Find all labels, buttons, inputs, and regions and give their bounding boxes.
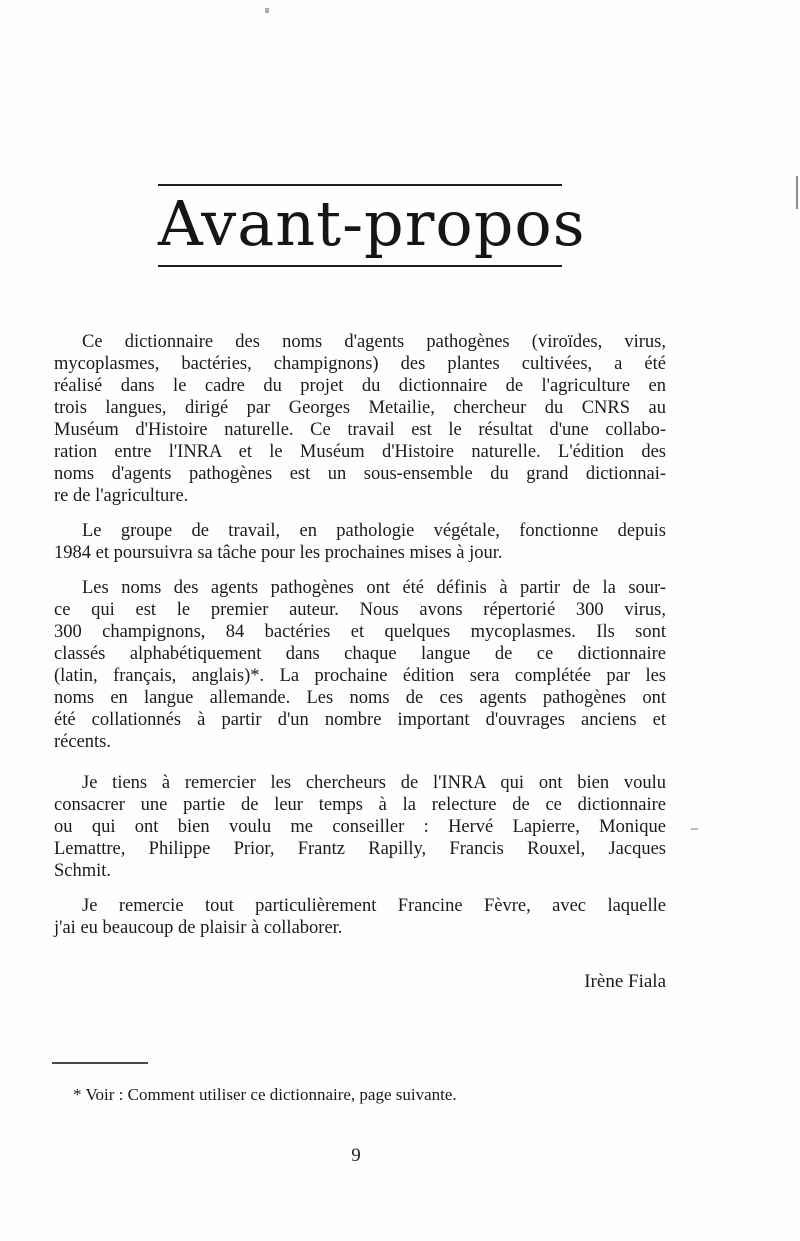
- scan-dash-artifact: [691, 828, 698, 830]
- body-text: [54, 331, 666, 952]
- paragraph-3: [54, 577, 666, 753]
- footnote-text: * Voir : Comment utiliser ce dictionnaire, page suivante.: [73, 1085, 457, 1104]
- text-line: ce qui est le premier auteur. Nous avons répertorié 300 virus,: [54, 600, 666, 620]
- text-line: noms d'agents pathogènes est un sous-ensemble du grand dictionnai-: [54, 464, 666, 484]
- paragraph-2: [54, 520, 666, 564]
- text-line: j'ai eu beaucoup de plaisir à collaborer.: [54, 918, 343, 938]
- text-line: classés alphabétiquement dans chaque langue de ce dictionnaire: [54, 644, 666, 664]
- text-line: Lemattre, Philippe Prior, Frantz Rapilly, Francis Rouxel, Jacques: [54, 839, 666, 859]
- text-line: Muséum d'Histoire naturelle. Ce travail est le résultat d'une collabo-: [54, 420, 666, 440]
- paragraph-4: [54, 772, 666, 882]
- page-title: Avant-propos: [158, 187, 586, 260]
- text-line: mycoplasmes, bactéries, champignons) des plantes cultivées, a été: [54, 354, 666, 374]
- text-line: 1984 et poursuivra sa tâche pour les prochaines mises à jour.: [54, 543, 503, 563]
- text-line: réalisé dans le cadre du projet du dictionnaire de l'agriculture en: [54, 376, 666, 396]
- text-line: Ce dictionnaire des noms d'agents pathogènes (viroïdes, virus,: [82, 332, 666, 352]
- title-block: [158, 184, 586, 267]
- text-line: 300 champignons, 84 bactéries et quelques mycoplasmes. Ils sont: [54, 622, 666, 642]
- text-line: Le groupe de travail, en pathologie végétale, fonctionne depuis: [82, 521, 666, 541]
- text-line: re de l'agriculture.: [54, 486, 189, 506]
- text-line: ou qui ont bien voulu me conseiller : Hervé Lapierre, Monique: [54, 817, 666, 837]
- title-rule-bottom: [158, 265, 562, 267]
- footnote-rule: [52, 1062, 148, 1064]
- text-line: noms en langue allemande. Les noms de ces agents pathogènes ont: [54, 688, 666, 708]
- text-line: récents.: [54, 732, 112, 752]
- text-line: été collationnés à partir d'un nombre important d'ouvrages anciens et: [54, 710, 666, 730]
- scan-speck-artifact: [265, 8, 269, 13]
- paragraph-1: [54, 331, 666, 507]
- text-line: trois langues, dirigé par Georges Metailie, chercheur du CNRS au: [54, 398, 666, 418]
- scan-edge-line-artifact: [796, 176, 798, 209]
- text-line: Les noms des agents pathogènes ont été définis à partir de la sour-: [82, 578, 666, 598]
- text-line: Schmit.: [54, 861, 112, 881]
- text-line: Je tiens à remercier les chercheurs de l'INRA qui ont bien voulu: [82, 773, 666, 793]
- text-line: consacrer une partie de leur temps à la relecture de ce dictionnaire: [54, 795, 666, 815]
- text-line: Je remercie tout particulièrement Francine Fèvre, avec laquelle: [82, 896, 666, 916]
- text-line: ration entre l'INRA et le Muséum d'Histoire naturelle. L'édition des: [54, 442, 666, 462]
- paragraph-5: [54, 895, 666, 939]
- author-signature: Irène Fiala: [584, 971, 666, 992]
- page-number: 9: [351, 1145, 361, 1166]
- text-line: (latin, français, anglais)*. La prochaine édition sera complétée par les: [54, 666, 666, 686]
